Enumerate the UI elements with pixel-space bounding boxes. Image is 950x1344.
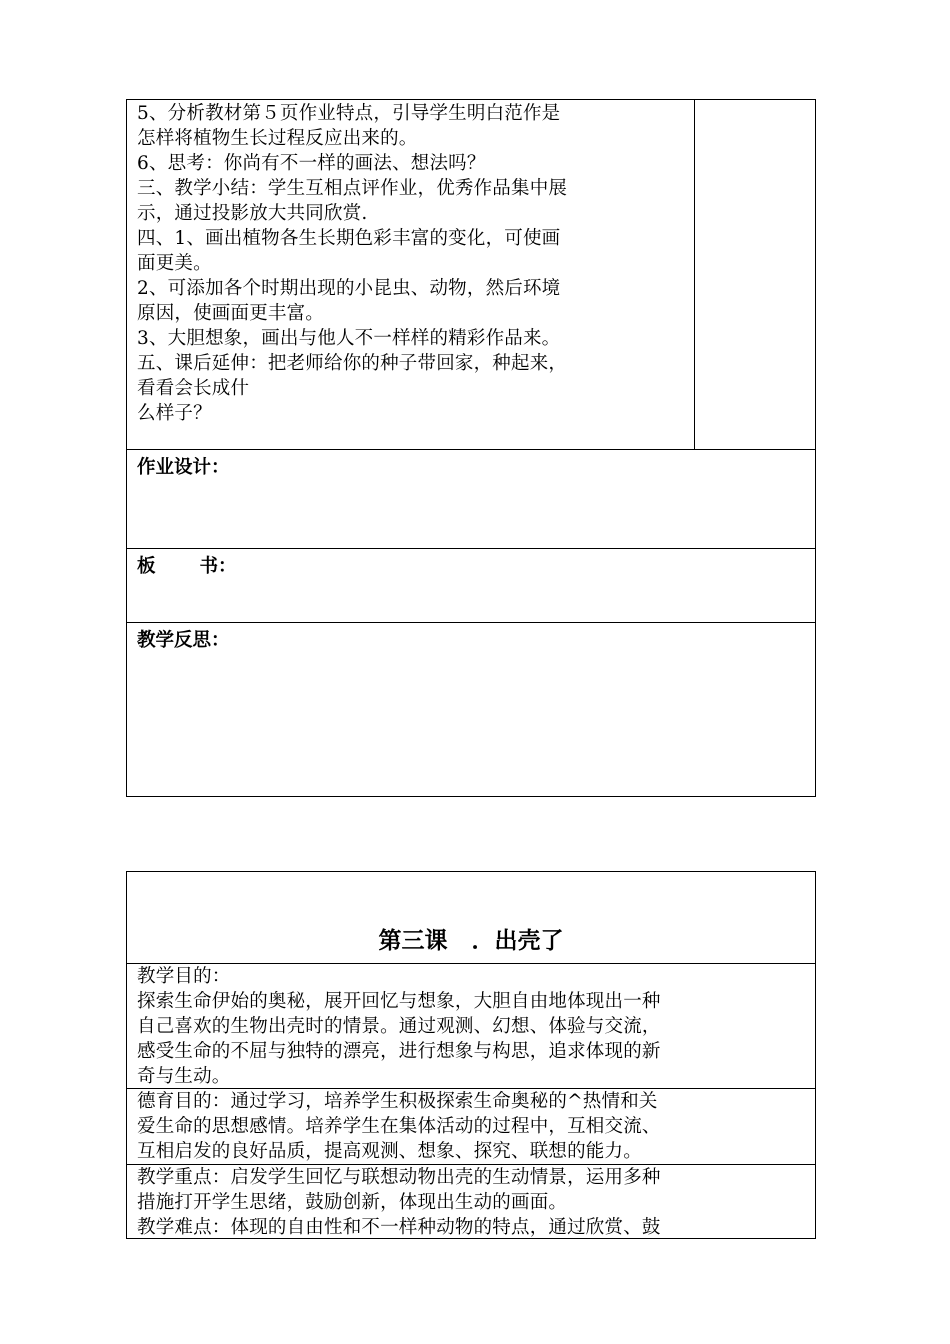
procedure-line: 怎样将植物生长过程反应出来的。	[137, 128, 418, 149]
board-label-right: 书：	[199, 556, 237, 577]
lesson-title-name: ．出壳了	[471, 928, 564, 954]
procedure-line: 5、分析教材第５页作业特点，引导学生明白范作是	[137, 103, 561, 124]
goal-line: 感受生命的不屈与独特的漂亮，进行想象与构思，追求体现的新	[137, 1041, 661, 1062]
board-label	[137, 555, 237, 579]
homework-row	[127, 449, 815, 548]
procedure-line: 原因，使画面更丰富。	[137, 303, 325, 324]
board-label-left: 板	[137, 556, 156, 577]
procedure-line: 6、思考：你尚有不一样的画法、想法吗？	[137, 153, 486, 174]
procedure-line: 么样子？	[137, 403, 212, 424]
procedure-line: 3、大胆想象，画出与他人不一样样的精彩作品来。	[137, 328, 561, 349]
title-row	[127, 872, 815, 963]
procedure-line: 看看会长成什	[137, 378, 250, 399]
procedure-line: 2、可添加各个时期出现的小昆虫、动物，然后环境	[137, 278, 561, 299]
reflection-label: 教学反思：	[137, 630, 230, 651]
procedure-line: 面更美。	[137, 253, 212, 274]
board-row	[127, 548, 815, 622]
procedure-line: 示，通过投影放大共同欣赏.	[137, 203, 368, 224]
key-points-section	[127, 1164, 815, 1240]
moral-line: 爱生命的思想感情。培养学生在集体活动的过程中，互相交流、	[137, 1116, 661, 1137]
moral-line: 互相启发的良好品质，提高观测、想象、探究、联想的能力。	[137, 1141, 642, 1162]
procedure-line: 四、1、画出植物各生长期色彩丰富的变化，可使画	[137, 228, 561, 249]
goal-line: 奇与生动。	[137, 1066, 231, 1087]
procedure-cell	[127, 100, 695, 449]
key-line: 措施打开学生思绪，鼓励创新，体现出生动的画面。	[137, 1192, 568, 1213]
lesson-title-number: 第三课	[378, 928, 448, 954]
lesson-plan-table-top	[126, 99, 816, 797]
lesson-plan-table-bottom	[126, 871, 816, 1239]
procedure-line: 五、课后延伸：把老师给你的种子带回家，种起来，	[137, 353, 568, 374]
goal-line: 教学目的：	[137, 966, 231, 987]
lesson-title	[127, 922, 815, 955]
moral-line: 德育目的：通过学习，培养学生积极探索生命奥秘的^热情和关	[137, 1091, 658, 1112]
goal-line: 探索生命伊始的奥秘，展开回忆与想象，大胆自由地体现出一种	[137, 991, 661, 1012]
moral-goal-section	[127, 1088, 815, 1164]
teaching-goal-section	[127, 963, 815, 1088]
difficulty-line: 教学难点：体现的自由性和不一样种动物的特点，通过欣赏、鼓	[137, 1217, 661, 1238]
reflection-row	[127, 622, 815, 797]
homework-label: 作业设计：	[137, 457, 230, 478]
procedure-line: 三、教学小结：学生互相点评作业，优秀作品集中展	[137, 178, 568, 199]
key-line: 教学重点：启发学生回忆与联想动物出壳的生动情景，运用多种	[137, 1167, 661, 1188]
goal-line: 自己喜欢的生物出壳时的情景。通过观测、幻想、体验与交流，	[137, 1016, 661, 1037]
